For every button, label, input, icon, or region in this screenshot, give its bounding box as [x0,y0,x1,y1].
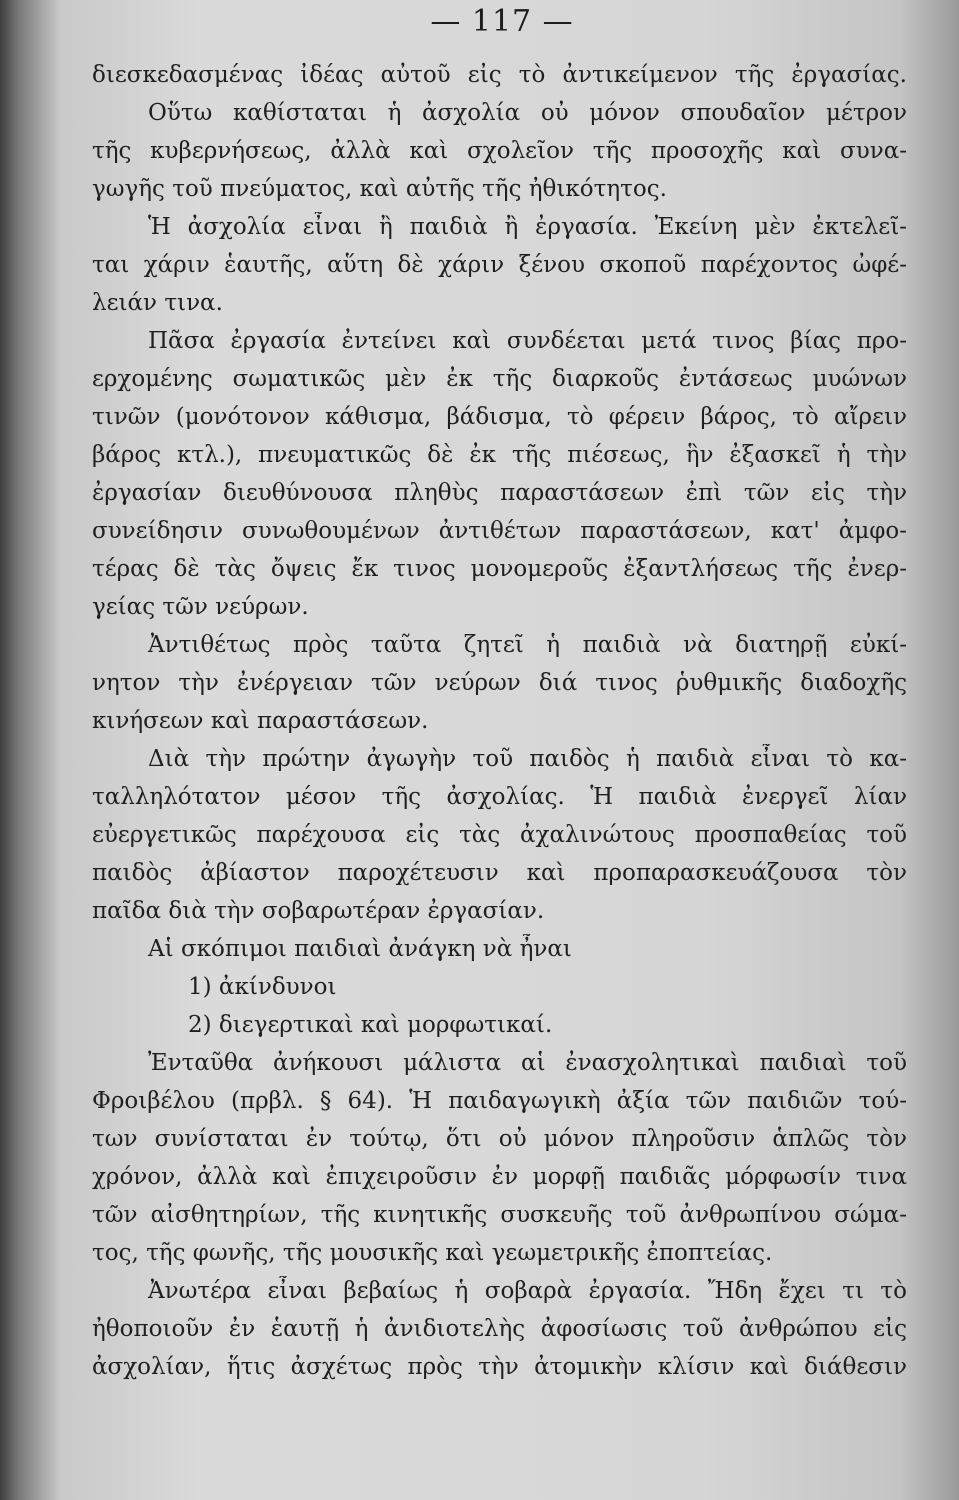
text-line: Ἀντιθέτως πρὸς ταῦτα ζητεῖ ἡ παιδιὰ νὰ διατηρῇ εὐκί- [148,632,907,658]
text-line: παῖδα διὰ τὴν σοβαρωτέραν ἐργασίαν. [92,898,545,924]
text-line: διεσκεδασμένας ἰδέας αὐτοῦ εἰς τὸ ἀντικείμενον τῆς ἐργασίας. [92,62,907,88]
text-line: συνείδησιν συνωθουμένων ἀντιθέτων παραστάσεων, κατ' ἀμφο- [92,518,907,544]
text-line: ἐργασίαν διευθύνουσα πληθὺς παραστάσεων ἐπὶ τῶν εἰς τὴν [92,480,907,506]
text-line: ταλληλότατον μέσον τῆς ἀσχολίας. Ἡ παιδιὰ ἐνεργεῖ λίαν [92,784,907,810]
text-line: των συνίσταται ἐν τούτῳ, ὅτι οὐ μόνον πληροῦσιν ἁπλῶς τὸν [92,1126,907,1152]
book-page [92,0,912,1500]
text-line: νητον τὴν ἐνέργειαν τῶν νεύρων διά τινος ῥυθμικῆς διαδοχῆς [92,670,907,696]
page-number: — 117 — [430,4,574,39]
text-line: Πᾶσα ἐργασία ἐντείνει καὶ συνδέεται μετά τινος βίας προ- [148,328,907,354]
text-line: τῆς κυβερνήσεως, ἀλλὰ καὶ σχολεῖον τῆς προσοχῆς καὶ συνα- [92,138,907,164]
text-line: εὐεργετικῶς παρέχουσα εἰς τὰς ἀχαλινώτους προσπαθείας τοῦ [92,822,907,848]
text-line: χρόνον, ἀλλὰ καὶ ἐπιχειροῦσιν ἐν μορφῇ παιδιᾶς μόρφωσίν τινα [92,1164,907,1190]
text-line: τέρας δὲ τὰς ὄψεις ἔκ τινος μονομεροῦς ἐξαντλήσεως τῆς ἐνερ- [92,556,907,582]
text-line: γείας τῶν νεύρων. [92,594,309,620]
text-line: λειάν τινα. [92,290,223,316]
text-line: τῶν αἰσθητηρίων, τῆς κινητικῆς συσκευῆς τοῦ ἀνθρωπίνου σώμα- [92,1202,907,1228]
text-line: Διὰ τὴν πρώτην ἀγωγὴν τοῦ παιδὸς ἡ παιδιὰ εἶναι τὸ κα- [148,746,907,772]
text-line: ἠθοποιοῦν ἐν ἑαυτῇ ἡ ἀνιδιοτελὴς ἀφοσίωσις τοῦ ἀνθρώπου εἰς [92,1316,907,1342]
text-line: Φροιβέλου (πρβλ. § 64). Ἡ παιδαγωγικὴ ἀξία τῶν παιδιῶν τού- [92,1088,907,1114]
text-line: ἀσχολίαν, ἥτις ἀσχέτως πρὸς τὴν ἀτομικὴν κλίσιν καὶ διάθεσιν [92,1354,907,1380]
text-line: Οὕτω καθίσταται ἡ ἀσχολία οὐ μόνον σπουδαῖον μέτρον [148,100,907,126]
text-line: ερχομένης σωματικῶς μὲν ἐκ τῆς διαρκοῦς ἐντάσεως μυώνων [92,366,907,392]
text-line: τινῶν (μονότονον κάθισμα, βάδισμα, τὸ φέρειν βάρος, τὸ αἴρειν [92,404,907,430]
text-line: παιδὸς ἀβίαστον παροχέτευσιν καὶ προπαρασκευάζουσα τὸν [92,860,907,886]
text-line: Αἱ σκόπιμοι παιδιαὶ ἀνάγκη νὰ ἦναι [148,936,572,962]
text-line: κινήσεων καὶ παραστάσεων. [92,708,429,734]
text-line: ται χάριν ἑαυτῆς, αὕτη δὲ χάριν ξένου σκοποῦ παρέχοντος ὠφέ- [92,252,907,278]
text-line: τος, τῆς φωνῆς, τῆς μουσικῆς καὶ γεωμετρικῆς ἐποπτείας. [92,1240,773,1266]
list-item: 2) διεγερτικαὶ καὶ μορφωτικαί. [188,1012,553,1038]
text-line: Ἡ ἀσχολία εἶναι ἢ παιδιὰ ἢ ἐργασία. Ἐκείνη μὲν ἐκτελεῖ- [148,214,907,240]
list-item: 1) ἀκίνδυνοι [188,974,337,1000]
text-line: Ἐνταῦθα ἀνήκουσι μάλιστα αἱ ἐνασχολητικαὶ παιδιαὶ τοῦ [148,1050,907,1076]
text-line: Ἀνωτέρα εἶναι βεβαίως ἡ σοβαρὰ ἐργασία. Ἤδη ἔχει τι τὸ [148,1278,907,1304]
text-line: γωγῆς τοῦ πνεύματος, καὶ αὐτῆς τῆς ἠθικότητος. [92,176,667,202]
text-line: βάρος κτλ.), πνευματικῶς δὲ ἐκ τῆς πιέσεως, ἣν ἐξασκεῖ ἡ τὴν [92,442,907,468]
